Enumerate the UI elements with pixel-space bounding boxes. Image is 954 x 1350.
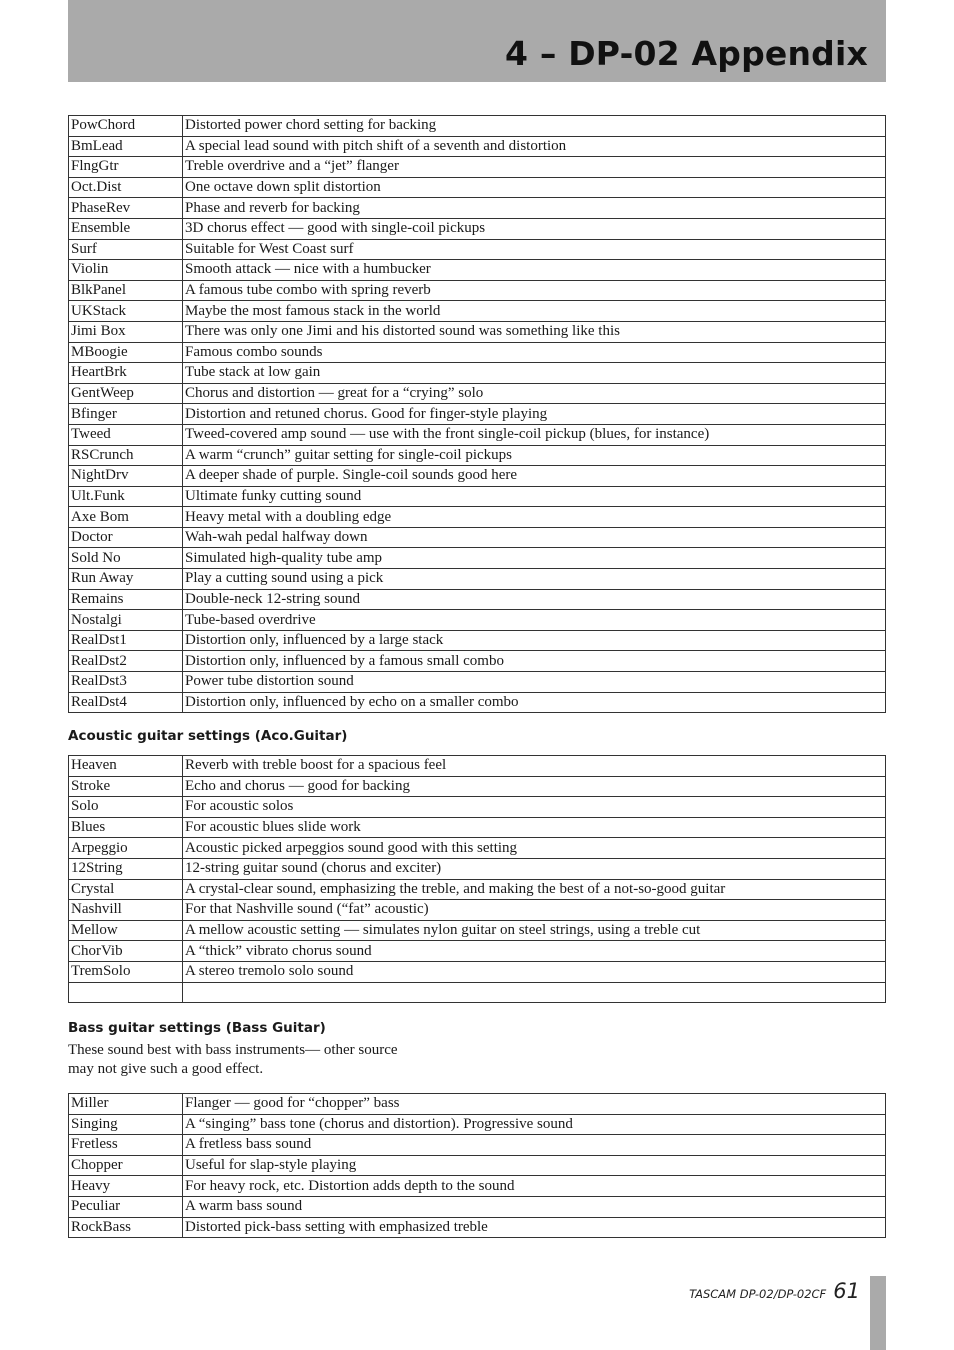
page-footer (689, 1279, 860, 1303)
setting-description-cell: 12-string guitar sound (chorus and exciter) (183, 858, 886, 879)
setting-description-cell: Distorted power chord setting for backing (183, 116, 886, 137)
page-title: 4 – DP-02 Appendix (504, 34, 868, 73)
table-row (69, 136, 886, 157)
table-row (69, 260, 886, 281)
setting-name-cell: NightDrv (69, 466, 183, 487)
setting-name-cell: RSCrunch (69, 445, 183, 466)
setting-name-cell: Surf (69, 239, 183, 260)
setting-name-cell: UKStack (69, 301, 183, 322)
table-row (69, 858, 886, 879)
setting-description-cell: Play a cutting sound using a pick (183, 569, 886, 590)
setting-description-cell: Distortion only, influenced by echo on a smaller combo (183, 692, 886, 713)
table-row (69, 116, 886, 137)
setting-description-cell: A “singing” bass tone (chorus and distortion). Progressive sound (183, 1114, 886, 1135)
table-row (69, 445, 886, 466)
setting-name-cell: Ensemble (69, 218, 183, 239)
setting-name-cell: Sold No (69, 548, 183, 569)
setting-description-cell: Simulated high-quality tube amp (183, 548, 886, 569)
setting-description-cell: Chorus and distortion — great for a “crying” solo (183, 383, 886, 404)
table-row (69, 879, 886, 900)
setting-name-cell: Violin (69, 260, 183, 281)
table-row (69, 797, 886, 818)
setting-name-cell: BmLead (69, 136, 183, 157)
setting-description-cell: 3D chorus effect — good with single-coil pickups (183, 218, 886, 239)
setting-name-cell: 12String (69, 858, 183, 879)
setting-description-cell: For heavy rock, etc. Distortion adds depth to the sound (183, 1176, 886, 1197)
setting-description-cell: A special lead sound with pitch shift of a seventh and distortion (183, 136, 886, 157)
setting-name-cell: Peculiar (69, 1196, 183, 1217)
setting-description-cell: Maybe the most famous stack in the world (183, 301, 886, 322)
setting-description-cell: A stereo tremolo solo sound (183, 961, 886, 982)
setting-name-cell: Doctor (69, 527, 183, 548)
table-row (69, 527, 886, 548)
table-row (69, 342, 886, 363)
setting-name-cell: PhaseRev (69, 198, 183, 219)
table-row (69, 548, 886, 569)
setting-description-cell: Distortion only, influenced by a large stack (183, 630, 886, 651)
table-row (69, 1094, 886, 1115)
setting-description-cell: Distorted pick-bass setting with emphasized treble (183, 1217, 886, 1238)
page-edge-tab (870, 1276, 886, 1350)
setting-description-cell: Tube stack at low gain (183, 363, 886, 384)
setting-name-cell: PowChord (69, 116, 183, 137)
setting-description-cell: A crystal-clear sound, emphasizing the treble, and making the best of a not-so-good guitar (183, 879, 886, 900)
setting-description-cell: Double-neck 12-string sound (183, 589, 886, 610)
table-row (69, 424, 886, 445)
setting-name-cell: Ult.Funk (69, 486, 183, 507)
setting-description-cell: Smooth attack — nice with a humbucker (183, 260, 886, 281)
setting-name-cell: Miller (69, 1094, 183, 1115)
setting-description-cell: For acoustic solos (183, 797, 886, 818)
table-row (69, 218, 886, 239)
setting-name-cell: Chopper (69, 1155, 183, 1176)
table-row (69, 776, 886, 797)
table-row (69, 383, 886, 404)
setting-description-cell: A warm bass sound (183, 1196, 886, 1217)
bass-guitar-settings-table (68, 1093, 886, 1238)
table-row (69, 280, 886, 301)
setting-description-cell (183, 982, 886, 1003)
setting-name-cell: GentWeep (69, 383, 183, 404)
setting-name-cell: Singing (69, 1114, 183, 1135)
table-row (69, 569, 886, 590)
setting-name-cell: RealDst2 (69, 651, 183, 672)
setting-name-cell: Nashvill (69, 900, 183, 921)
table-row (69, 466, 886, 487)
setting-description-cell: Distortion only, influenced by a famous small combo (183, 651, 886, 672)
setting-name-cell: FlngGtr (69, 157, 183, 178)
bass-section-heading: Bass guitar settings (Bass Guitar) (68, 1020, 326, 1036)
setting-description-cell: There was only one Jimi and his distorted sound was something like this (183, 321, 886, 342)
setting-name-cell: Mellow (69, 920, 183, 941)
table-row (69, 817, 886, 838)
setting-name-cell: Fretless (69, 1135, 183, 1156)
setting-description-cell: Phase and reverb for backing (183, 198, 886, 219)
footer-brand: TASCAM DP-02/DP-02CF (689, 1287, 827, 1301)
table-row (69, 507, 886, 528)
setting-description-cell: Famous combo sounds (183, 342, 886, 363)
bass-intro-line-1: These sound best with bass instruments— other source (68, 1042, 398, 1058)
table-row (69, 756, 886, 777)
setting-name-cell: Heaven (69, 756, 183, 777)
setting-description-cell: A “thick” vibrato chorus sound (183, 941, 886, 962)
setting-description-cell: Heavy metal with a doubling edge (183, 507, 886, 528)
setting-description-cell: Tube-based overdrive (183, 610, 886, 631)
setting-name-cell: Crystal (69, 879, 183, 900)
table-row (69, 589, 886, 610)
table-row (69, 239, 886, 260)
setting-description-cell: Acoustic picked arpeggios sound good with this setting (183, 838, 886, 859)
setting-name-cell: Blues (69, 817, 183, 838)
table-row (69, 321, 886, 342)
table-row (69, 610, 886, 631)
setting-name-cell: Arpeggio (69, 838, 183, 859)
setting-description-cell: For that Nashville sound (“fat” acoustic) (183, 900, 886, 921)
setting-description-cell: A fretless bass sound (183, 1135, 886, 1156)
chapter-header-bar (68, 0, 886, 82)
setting-description-cell: A famous tube combo with spring reverb (183, 280, 886, 301)
setting-description-cell: For acoustic blues slide work (183, 817, 886, 838)
setting-name-cell: Oct.Dist (69, 177, 183, 198)
setting-description-cell: Flanger — good for “chopper” bass (183, 1094, 886, 1115)
setting-description-cell: A warm “crunch” guitar setting for single-coil pickups (183, 445, 886, 466)
table-row (69, 961, 886, 982)
table-row (69, 177, 886, 198)
table-row (69, 651, 886, 672)
setting-description-cell: A mellow acoustic setting — simulates nylon guitar on steel strings, using a treble cut (183, 920, 886, 941)
table-row (69, 404, 886, 425)
setting-description-cell: Useful for slap-style playing (183, 1155, 886, 1176)
acoustic-guitar-settings-table (68, 755, 886, 1003)
setting-description-cell: Power tube distortion sound (183, 672, 886, 693)
setting-name-cell: RealDst4 (69, 692, 183, 713)
setting-description-cell: Reverb with treble boost for a spacious feel (183, 756, 886, 777)
table-row (69, 198, 886, 219)
setting-name-cell: HeartBrk (69, 363, 183, 384)
setting-name-cell: MBoogie (69, 342, 183, 363)
table-row (69, 900, 886, 921)
setting-name-cell: Heavy (69, 1176, 183, 1197)
setting-description-cell: Ultimate funky cutting sound (183, 486, 886, 507)
setting-name-cell: RealDst1 (69, 630, 183, 651)
setting-name-cell: Remains (69, 589, 183, 610)
table-row (69, 363, 886, 384)
setting-description-cell: Distortion and retuned chorus. Good for finger-style playing (183, 404, 886, 425)
setting-name-cell: Axe Bom (69, 507, 183, 528)
setting-description-cell: Echo and chorus — good for backing (183, 776, 886, 797)
table-row (69, 920, 886, 941)
setting-description-cell: Wah-wah pedal halfway down (183, 527, 886, 548)
setting-name-cell: TremSolo (69, 961, 183, 982)
table-row (69, 486, 886, 507)
setting-description-cell: Treble overdrive and a “jet” flanger (183, 157, 886, 178)
page-number: 61 (833, 1279, 860, 1303)
table-row (69, 941, 886, 962)
setting-name-cell: RockBass (69, 1217, 183, 1238)
setting-name-cell: Solo (69, 797, 183, 818)
setting-name-cell: Jimi Box (69, 321, 183, 342)
setting-name-cell (69, 982, 183, 1003)
table-row (69, 301, 886, 322)
table-row (69, 1196, 886, 1217)
setting-name-cell: RealDst3 (69, 672, 183, 693)
table-row (69, 1217, 886, 1238)
setting-description-cell: Suitable for West Coast surf (183, 239, 886, 260)
table-row (69, 1176, 886, 1197)
table-row (69, 1155, 886, 1176)
setting-name-cell: Stroke (69, 776, 183, 797)
setting-description-cell: Tweed-covered amp sound — use with the front single-coil pickup (blues, for instance) (183, 424, 886, 445)
setting-description-cell: A deeper shade of purple. Single-coil sounds good here (183, 466, 886, 487)
setting-name-cell: ChorVib (69, 941, 183, 962)
setting-name-cell: Tweed (69, 424, 183, 445)
table-row (69, 630, 886, 651)
setting-name-cell: BlkPanel (69, 280, 183, 301)
table-row (69, 838, 886, 859)
setting-name-cell: Run Away (69, 569, 183, 590)
setting-description-cell: One octave down split distortion (183, 177, 886, 198)
table-row (69, 1135, 886, 1156)
table-row (69, 672, 886, 693)
table-row (69, 157, 886, 178)
electric-guitar-settings-table (68, 115, 886, 713)
setting-name-cell: Nostalgi (69, 610, 183, 631)
bass-intro-line-2: may not give such a good effect. (68, 1061, 264, 1077)
acoustic-section-heading: Acoustic guitar settings (Aco.Guitar) (68, 728, 348, 744)
table-row (69, 692, 886, 713)
table-row (69, 982, 886, 1003)
setting-name-cell: Bfinger (69, 404, 183, 425)
table-row (69, 1114, 886, 1135)
